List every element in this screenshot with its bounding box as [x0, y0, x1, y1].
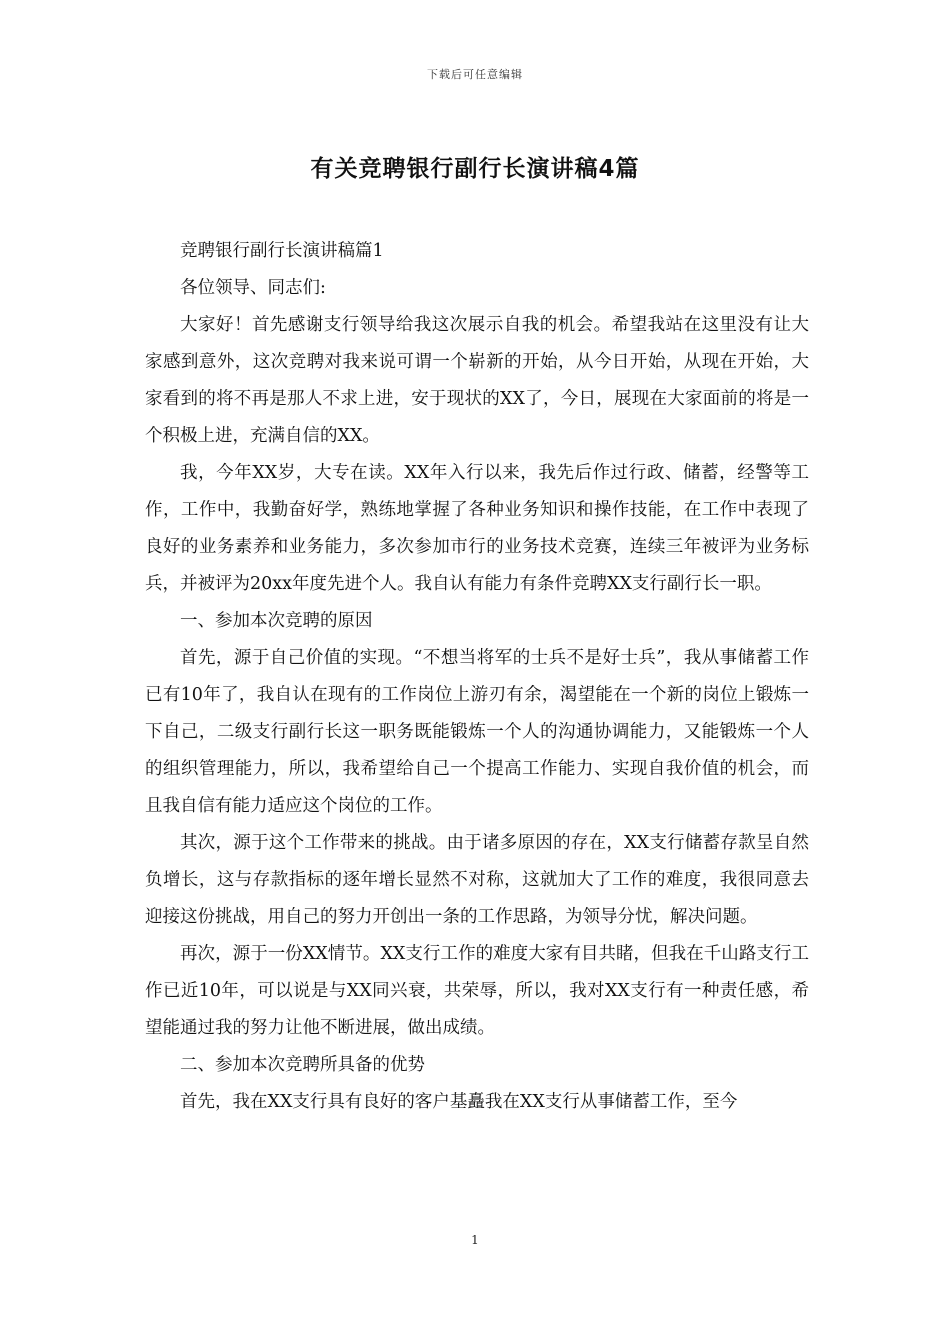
document-title: 有关竞聘银行副行长演讲稿4篇 — [310, 156, 640, 182]
header-note: 下载后可任意编辑 — [427, 68, 523, 81]
paragraph: 其次，源于这个工作带来的挑战。由于诸多原因的存在，XX支行储蓄存款呈自然负增长，这与存款指标的逐年增长显然不对称，这就加大了工作的难度，我很同意去迎接这份挑战，用自己的努力开创出一条的工作思路，为领导分忧，解决问题。 — [145, 833, 809, 927]
subheading: 一、参加本次竞聘的原因 — [180, 611, 373, 631]
paragraph: 首先，源于自己价值的实现。“不想当将军的士兵不是好士兵”，我从事储蓄工作已有10年了，我自认在现有的工作岗位上游刃有余，渴望能在一个新的岗位上锻炼一下自己，二级支行副行长这一职务既能锻炼一个人的沟通协调能力，又能锻炼一个人的组织管理能力，所以，我希望给自己一个提高工作能力、实现自我价值的机会，而且我自信有能力适应这个岗位的工作。 — [145, 648, 809, 816]
subheading: 二、参加本次竞聘所具备的优势 — [180, 1055, 425, 1075]
salutation: 各位领导、同志们: — [180, 278, 326, 298]
paragraph: 大家好！首先感谢支行领导给我这次展示自我的机会。希望我站在这里没有让大家感到意外，这次竞聘对我来说可谓一个崭新的开始，从今日开始，从现在开始，大家看到的将不再是那人不求上进，安于现状的XX了，今日，展现在大家面前的将是一个积极上进，充满自信的XX。 — [145, 315, 809, 446]
paragraph: 再次，源于一份XX情节。XX支行工作的难度大家有目共睹，但我在千山路支行工作已近10年，可以说是与XX同兴衰，共荣辱，所以，我对XX支行有一种责任感，希望能通过我的努力让他不断进展，做出成绩。 — [145, 944, 809, 1038]
paragraph: 首先，我在XX支行具有良好的客户基矗我在XX支行从事储蓄工作，至今 — [180, 1092, 738, 1112]
section-heading: 竞聘银行副行长演讲稿篇1 — [180, 241, 384, 261]
page-number: 1 — [471, 1233, 479, 1247]
paragraph: 我，今年XX岁，大专在读。XX年入行以来，我先后作过行政、储蓄，经警等工作，工作中，我勤奋好学，熟练地掌握了各种业务知识和操作技能，在工作中表现了良好的业务素养和业务能力，多次参加市行的业务技术竞赛，连续三年被评为业务标兵，并被评为20xx年度先进个人。我自认有能力有条件竞聘XX支行副行长一职。 — [145, 463, 809, 594]
document-body — [145, 233, 809, 1121]
